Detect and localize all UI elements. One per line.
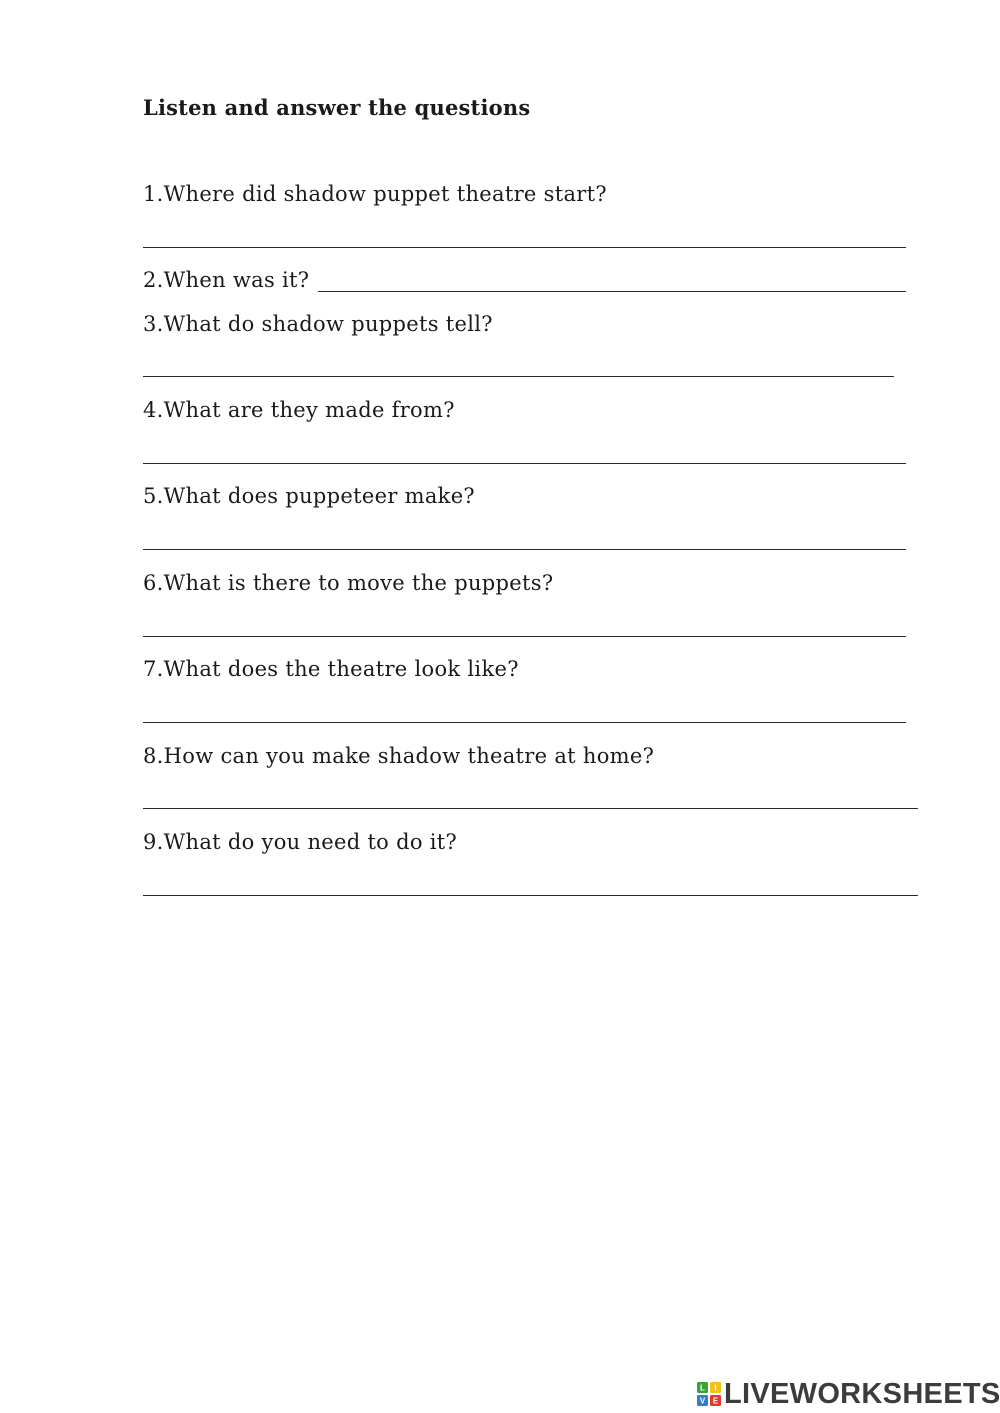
question-5: 5.What does puppeteer make? bbox=[143, 484, 475, 508]
answer-line-3[interactable] bbox=[143, 376, 894, 377]
logo-letter-i: I bbox=[714, 1383, 717, 1393]
question-4: 4.What are they made from? bbox=[143, 398, 455, 422]
answer-line-6[interactable] bbox=[143, 636, 906, 637]
worksheet-heading: Listen and answer the questions bbox=[143, 95, 531, 120]
liveworksheets-brand bbox=[697, 1378, 1000, 1410]
question-9: 9.What do you need to do it? bbox=[143, 830, 458, 854]
answer-line-1[interactable] bbox=[143, 247, 906, 248]
answer-line-4[interactable] bbox=[143, 463, 906, 464]
logo-letter-v: V bbox=[699, 1396, 706, 1406]
question-1: 1.Where did shadow puppet theatre start? bbox=[143, 182, 607, 206]
question-6: 6.What is there to move the puppets? bbox=[143, 571, 554, 595]
answer-line-2[interactable] bbox=[318, 291, 906, 292]
question-7: 7.What does the theatre look like? bbox=[143, 657, 519, 681]
answer-line-9[interactable] bbox=[143, 895, 918, 896]
logo-letter-l: L bbox=[700, 1383, 705, 1393]
question-8: 8.How can you make shadow theatre at home? bbox=[143, 744, 655, 768]
answer-line-5[interactable] bbox=[143, 549, 906, 550]
liveworksheets-logo-icon bbox=[697, 1382, 721, 1406]
question-3: 3.What do shadow puppets tell? bbox=[143, 312, 493, 336]
logo-letter-e: E bbox=[712, 1396, 719, 1406]
question-2: 2.When was it? bbox=[143, 268, 310, 292]
brand-name: LIVEWORKSHEETS bbox=[724, 1377, 1000, 1410]
answer-line-8[interactable] bbox=[143, 808, 918, 809]
answer-line-7[interactable] bbox=[143, 722, 906, 723]
